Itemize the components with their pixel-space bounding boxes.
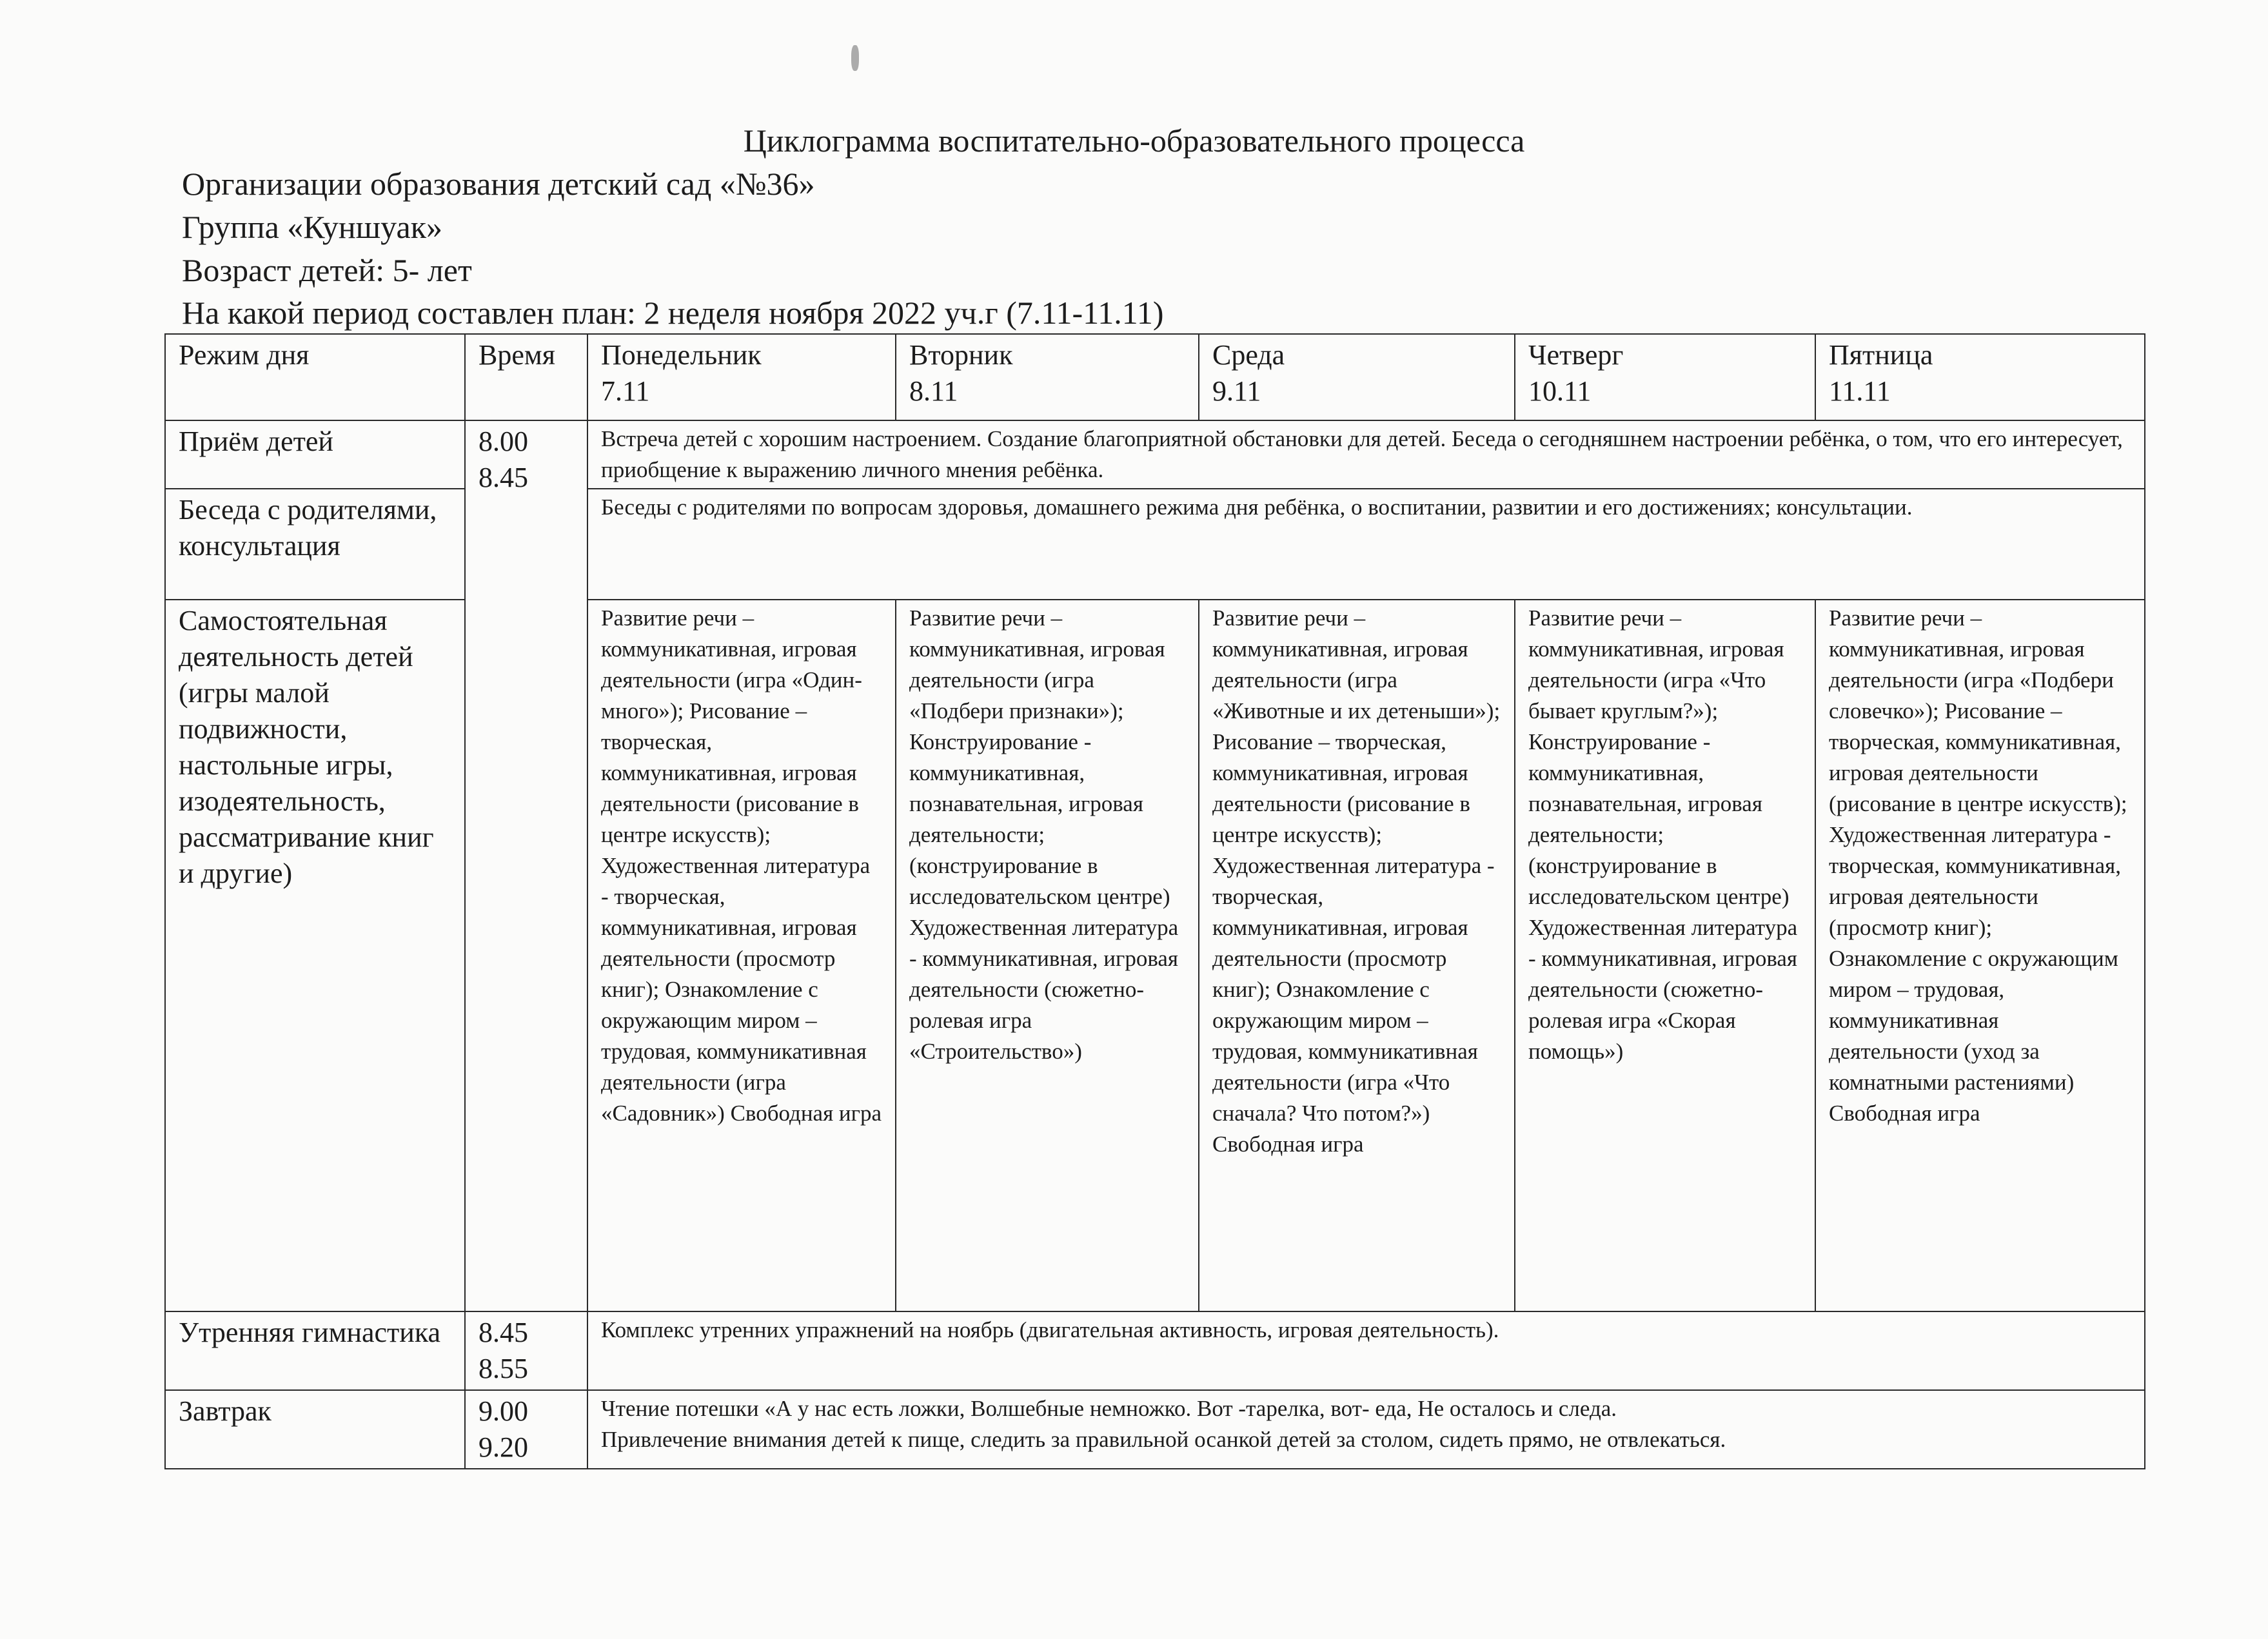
time-start: 9.00 (478, 1395, 528, 1427)
header-row (165, 334, 2145, 420)
day-date: 7.11 (601, 375, 650, 407)
organization-line: Организации образования детский сад «№36» (182, 166, 815, 202)
header-day-monday (587, 334, 896, 420)
reception-time (465, 420, 587, 1311)
reception-text: Встреча детей с хорошим настроением. Создание благоприятной обстановки для детей. Беседа о сегодняшнем настроении ребёнка, о том, что его интересует, приобщение к выражению личного мнения ребёнка. (587, 420, 2145, 489)
activity-thursday: Развитие речи – коммуникативная, игровая деятельности (игра «Что бывает круглым?»); Конструирование - коммуникативная, познавательная, игровая деятельности; (конструирование в исследовательском центре) Художественная литература - коммуникативная, игровая деятельности (сюжетно-ролевая игра «Скорая помощь») (1515, 600, 1815, 1311)
age-line: Возраст детей: 5- лет (182, 252, 472, 288)
day-name: Вторник (909, 339, 1013, 371)
activity-friday: Развитие речи – коммуникативная, игровая деятельности (игра «Подбери словечко»); Рисование – творческая, коммуникативная, игровая деятельности (рисование в центре искусств); Художественная литература - творческая, коммуникативная, игровая деятельности (просмотр книг); Ознакомление с окружающим миром – трудовая, коммуникативная деятельности (уход за комнатными растениями) Свободная игра (1815, 600, 2145, 1311)
header-time: Время (465, 334, 587, 420)
time-end: 9.20 (478, 1431, 528, 1463)
day-date: 10.11 (1528, 375, 1592, 407)
gymnastics-text: Комплекс утренних упражнений на ноябрь (двигательная активность, игровая деятельность). (587, 1311, 2145, 1390)
parents-text: Беседы с родителями по вопросам здоровья, домашнего режима дня ребёнка, о воспитании, развитии и его достижениях; консультации. (587, 489, 2145, 600)
document-title: Циклограмма воспитательно-образовательного процесса (743, 123, 1525, 159)
day-date: 11.11 (1829, 375, 1891, 407)
activity-wednesday: Развитие речи – коммуникативная, игровая деятельности (игра «Животные и их детеныши»); Рисование – творческая, коммуникативная, игровая деятельности (рисование в центре искусств); Художественная литература - творческая, коммуникативная, игровая деятельности (просмотр книг); Ознакомление с окружающим миром – трудовая, коммуникативная деятельности (игра «Что сначала? Что потом?») Свободная игра (1199, 600, 1515, 1311)
independent-label: Самостоятельная деятельность детей (игры малой подвижности, настольные игры, изодеятельность, рассматривание книг и другие) (165, 600, 465, 1311)
breakfast-text-line1: Чтение потешки «А у нас есть ложки, Волшебные немножко. Вот -тарелка, вот- еда, Не осталось и следа. (601, 1396, 1617, 1421)
header-mode: Режим дня (165, 334, 465, 420)
day-name: Понедельник (601, 339, 762, 371)
time-end: 8.45 (478, 462, 528, 493)
day-name: Среда (1212, 339, 1285, 371)
breakfast-row (165, 1390, 2145, 1469)
day-name: Пятница (1829, 339, 1933, 371)
time-end: 8.55 (478, 1353, 528, 1384)
gymnastics-time (465, 1311, 587, 1390)
independent-activity-row (165, 600, 2145, 1311)
gymnastics-label: Утренняя гимнастика (165, 1311, 465, 1390)
day-name: Четверг (1528, 339, 1624, 371)
header-day-thursday (1515, 334, 1815, 420)
period-line: На какой период составлен план: 2 неделя ноября 2022 уч.г (7.11-11.11) (182, 295, 1164, 331)
time-start: 8.45 (478, 1317, 528, 1348)
header-day-friday (1815, 334, 2145, 420)
activity-tuesday: Развитие речи – коммуникативная, игровая деятельности (игра «Подбери признаки»); Конструирование - коммуникативная, познавательная, игровая деятельности; (конструирование в исследовательском центре) Художественная литература - коммуникативная, игровая деятельности (сюжетно-ролевая игра «Строительство») (896, 600, 1199, 1311)
day-date: 8.11 (909, 375, 958, 407)
reception-label: Приём детей (165, 420, 465, 489)
time-start: 8.00 (478, 426, 528, 457)
group-line: Группа «Куншуак» (182, 209, 442, 245)
scan-artifact (851, 45, 859, 71)
activity-monday: Развитие речи – коммуникативная, игровая деятельности (игра «Один-много»); Рисование – творческая, коммуникативная, игровая деятельности (рисование в центре искусств); Художественная литература - творческая, коммуникативная, игровая деятельности (просмотр книг); Ознакомление с окружающим миром – трудовая, коммуникативная деятельности (игра «Садовник») Свободная игра (587, 600, 896, 1311)
header-day-wednesday (1199, 334, 1515, 420)
gymnastics-row (165, 1311, 2145, 1390)
breakfast-text-line2: Привлечение внимания детей к пище, следить за правильной осанкой детей за столом, сидеть прямо, не отвлекаться. (601, 1427, 1726, 1452)
breakfast-text (587, 1390, 2145, 1469)
day-date: 9.11 (1212, 375, 1261, 407)
reception-row (165, 420, 2145, 489)
parents-row (165, 489, 2145, 600)
parents-label: Беседа с родителями, консультация (165, 489, 465, 600)
breakfast-label: Завтрак (165, 1390, 465, 1469)
breakfast-time (465, 1390, 587, 1469)
schedule-table (164, 333, 2145, 1469)
header-day-tuesday (896, 334, 1199, 420)
